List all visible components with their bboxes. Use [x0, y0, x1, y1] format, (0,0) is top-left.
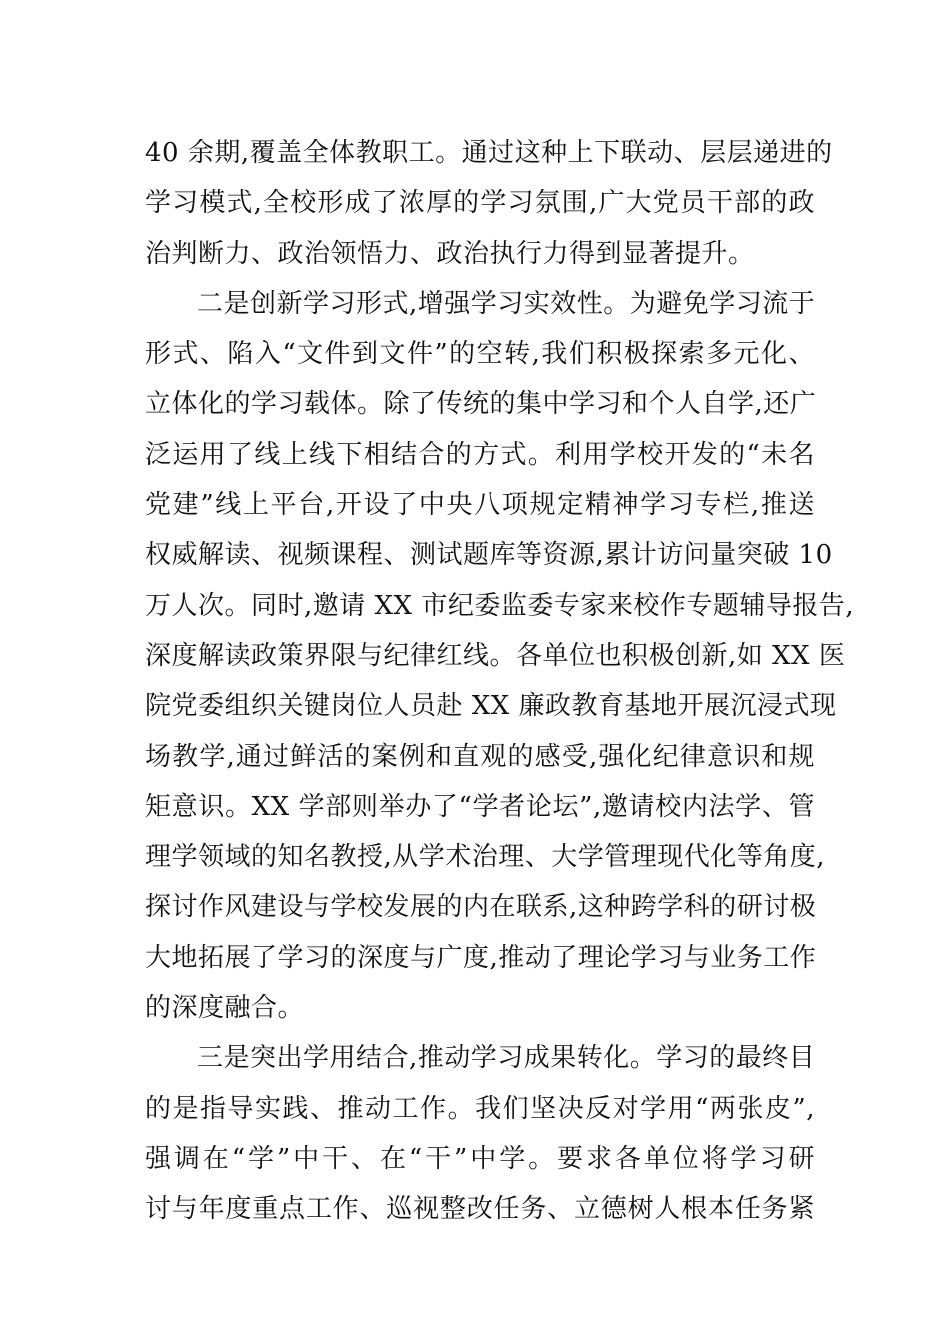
text-line: 的是指导实践、推动工作。我们坚决反对学用“两张皮”,: [145, 1093, 815, 1124]
text-line: 学习模式,全校形成了浓厚的学习氛围,广大党员干部的政: [145, 188, 815, 219]
text-line: 深度解读政策界限与纪律红线。各单位也积极创新,如 XX 医: [145, 640, 846, 671]
document-body: [145, 128, 855, 1235]
text-line: 的深度融合。: [145, 993, 305, 1024]
text-line: 院党委组织关键岗位人员赴 XX 廉政教育基地开展沉浸式现: [145, 691, 837, 722]
text-line: 党建”线上平台,开设了中央八项规定精神学习专栏,推送: [145, 490, 815, 521]
paragraph-2: [145, 279, 855, 1033]
text-line: 矩意识。XX 学部则举办了“学者论坛”,邀请校内法学、管: [145, 791, 815, 822]
text-line: 权威解读、视频课程、测试题库等资源,累计访问量突破 10: [145, 540, 833, 571]
paragraph-3: [145, 1033, 815, 1234]
text-line: 讨与年度重点工作、巡视整改任务、立德树人根本任务紧: [145, 1194, 815, 1225]
text-line: 立体化的学习载体。除了传统的集中学习和个人自学,还广: [145, 389, 817, 420]
text-line: 40 余期,覆盖全体教职工。通过这种上下联动、层层递进的: [145, 138, 833, 168]
text-line: 大地拓展了学习的深度与广度,推动了理论学习与业务工作: [145, 942, 817, 973]
text-line: 万人次。同时,邀请 XX 市纪委监委专家来校作专题辅导报告,: [145, 590, 855, 621]
text-line: 治判断力、政治领悟力、政治执行力得到显著提升。: [145, 238, 755, 269]
text-line: 探讨作风建设与学校发展的内在联系,这种跨学科的研讨极: [145, 892, 817, 923]
text-line: 二是创新学习形式,增强学习实效性。为避免学习流于: [197, 288, 816, 319]
text-line: 理学领域的知名教授,从学术治理、大学管理现代化等角度,: [145, 842, 826, 873]
text-line: 强调在“学”中干、在“干”中学。要求各单位将学习研: [145, 1143, 815, 1174]
paragraph-1: [145, 128, 833, 279]
text-line: 形式、陷入“文件到文件”的空转,我们积极探索多元化、: [145, 339, 815, 370]
text-line: 泛运用了线上线下相结合的方式。利用学校开发的“未名: [145, 439, 815, 470]
text-line: 三是突出学用结合,推动学习成果转化。学习的最终目: [197, 1043, 816, 1074]
text-line: 场教学,通过鲜活的案例和直观的感受,强化纪律意识和规: [145, 741, 815, 772]
